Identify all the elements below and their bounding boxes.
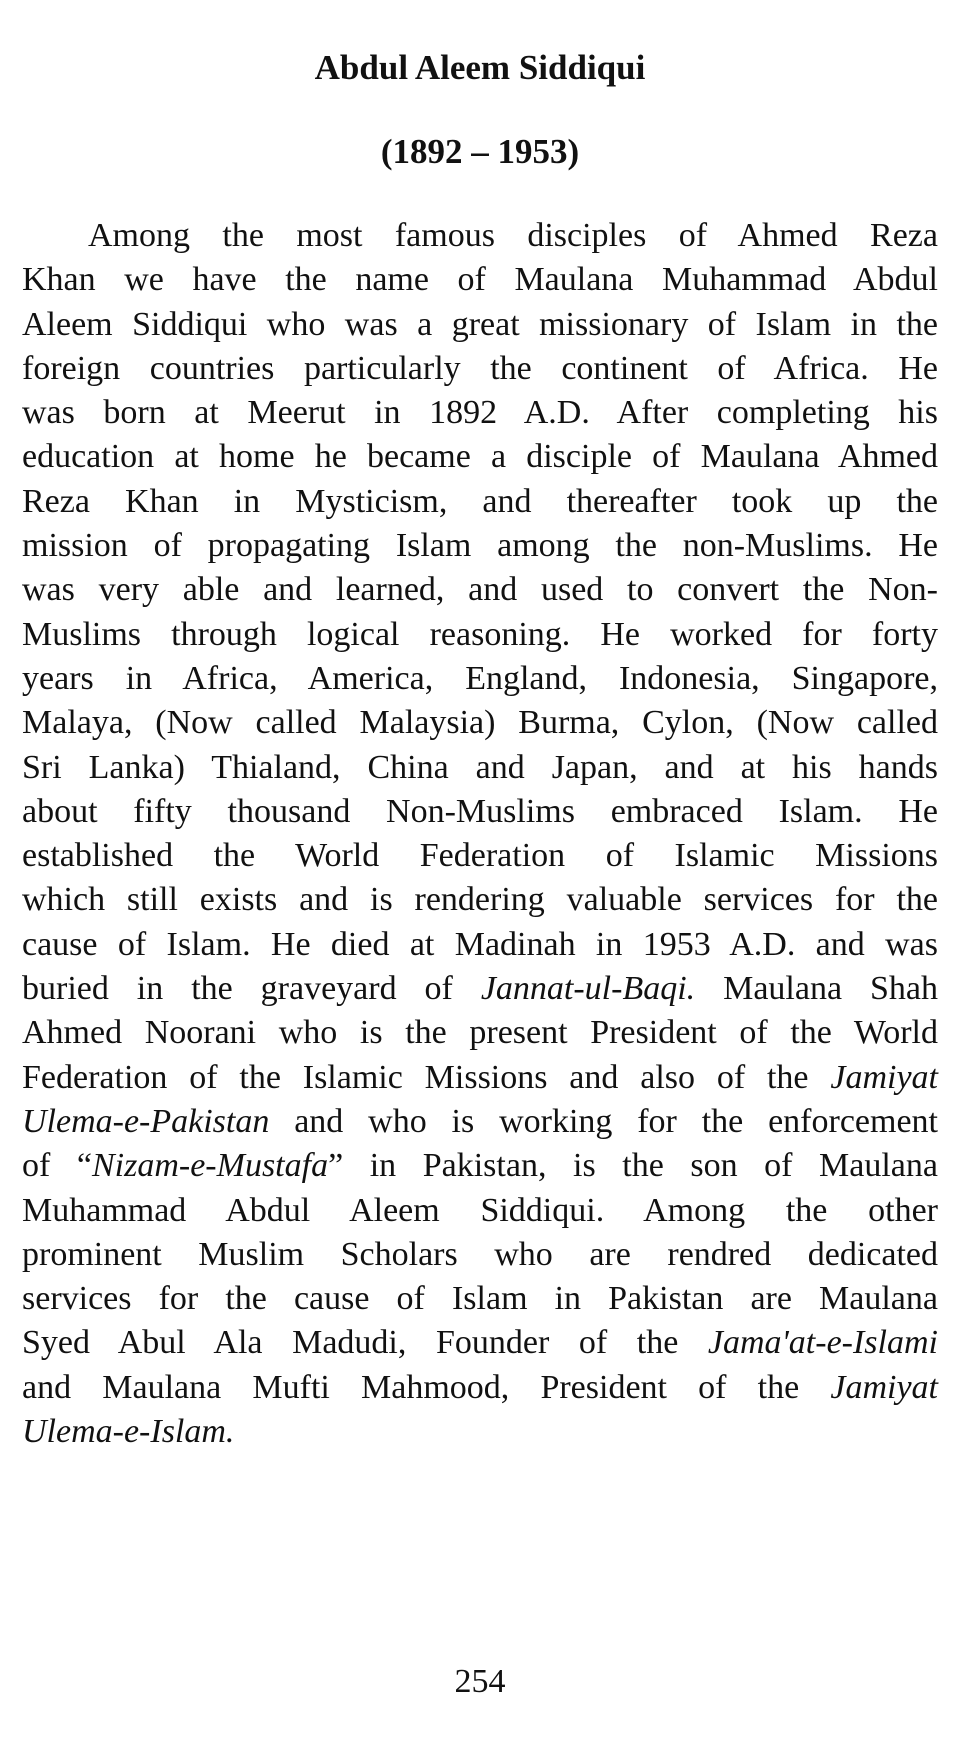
text-segment: Maulana Shah	[695, 970, 938, 1008]
text-line	[22, 347, 938, 391]
text-segment: was very able and learned, and used to convert the Non-	[22, 571, 938, 609]
text-segment: was born at Meerut in 1892 A.D. After completing his	[22, 394, 938, 432]
text-segment: Muhammad Abdul Aleem Siddiqui. Among the other	[22, 1191, 938, 1229]
italic-term: Jamiyat	[830, 1368, 938, 1406]
text-segment: Aleem Siddiqui who was a great missionary of Islam in the	[22, 305, 938, 343]
text-segment: Malaya, (Now called Malaysia) Burma, Cylon, (Now called	[22, 704, 938, 742]
text-line	[22, 923, 938, 967]
text-line	[22, 1144, 938, 1188]
text-line	[22, 790, 938, 834]
text-line	[22, 746, 938, 790]
text-line	[22, 1277, 938, 1321]
text-line	[22, 1321, 938, 1365]
text-segment: mission of propagating Islam among the non-Muslims. He	[22, 527, 938, 565]
text-line	[22, 1233, 938, 1277]
page-number: 254	[454, 1663, 506, 1700]
text-segment: about fifty thousand Non-Muslims embraced Islam. He	[22, 792, 938, 830]
text-line	[22, 435, 938, 479]
text-segment: Sri Lanka) Thialand, China and Japan, and at his hands	[22, 748, 938, 786]
italic-term: Jannat-ul-Baqi.	[480, 970, 696, 1008]
text-line	[22, 701, 938, 745]
text-line	[22, 657, 938, 701]
text-segment: Ahmed Noorani who is the present President of the World	[22, 1014, 938, 1052]
text-segment: Muslims through logical reasoning. He worked for forty	[22, 615, 938, 653]
text-segment: services for the cause of Islam in Pakistan are Maulana	[22, 1280, 938, 1318]
text-segment: and who is working for the enforcement	[269, 1102, 938, 1140]
text-line	[22, 834, 938, 878]
text-line	[22, 480, 938, 524]
text-segment: Reza Khan in Mysticism, and thereafter took up the	[22, 482, 938, 520]
text-line	[22, 967, 938, 1011]
text-segment: Khan we have the name of Maulana Muhammad Abdul	[22, 261, 938, 299]
text-line	[22, 524, 938, 568]
text-line	[22, 1056, 938, 1100]
italic-term: Jama'at-e-Islami	[707, 1324, 938, 1362]
text-segment: cause of Islam. He died at Madinah in 1953 A.D. and was	[22, 925, 938, 963]
text-segment: years in Africa, America, England, Indonesia, Singapore,	[22, 659, 938, 697]
body-paragraph	[22, 214, 938, 1454]
text-segment: buried in the graveyard of	[22, 970, 481, 1008]
text-segment: of “	[22, 1147, 92, 1185]
text-line	[22, 878, 938, 922]
text-segment: foreign countries particularly the continent of Africa. He	[22, 349, 938, 387]
text-line	[22, 391, 938, 435]
text-line	[22, 258, 938, 302]
text-segment: Syed Abul Ala Madudi, Founder of the	[22, 1324, 708, 1362]
italic-term: Jamiyat	[830, 1058, 938, 1096]
text-segment: Federation of the Islamic Missions and also of the	[22, 1058, 831, 1096]
text-segment: education at home he became a disciple of Maulana Ahmed	[22, 438, 938, 476]
text-line	[22, 214, 938, 258]
text-segment: Among the most famous disciples of Ahmed Reza	[88, 217, 938, 254]
italic-term: Nizam-e-Mustafa	[91, 1147, 329, 1185]
lifespan-years: (1892 – 1953)	[380, 132, 580, 171]
text-segment: which still exists and is rendering valuable services for the	[22, 881, 938, 919]
text-segment: prominent Muslim Scholars who are rendred dedicated	[22, 1235, 938, 1273]
text-segment: and Maulana Mufti Mahmood, President of the	[22, 1368, 831, 1406]
italic-term: Ulema-e-Pakistan	[22, 1102, 270, 1140]
italic-term: Ulema-e-Islam.	[22, 1413, 235, 1451]
text-line	[22, 1410, 938, 1454]
text-line	[22, 1100, 938, 1144]
text-line	[22, 303, 938, 347]
text-line	[22, 1366, 938, 1410]
text-segment: ” in Pakistan, is the son of Maulana	[328, 1147, 938, 1185]
text-line	[22, 1189, 938, 1233]
text-line	[22, 1011, 938, 1055]
page-title: Abdul Aleem Siddiqui	[314, 48, 646, 87]
text-segment: established the World Federation of Islamic Missions	[22, 837, 938, 875]
text-line	[22, 613, 938, 657]
text-line	[22, 568, 938, 612]
